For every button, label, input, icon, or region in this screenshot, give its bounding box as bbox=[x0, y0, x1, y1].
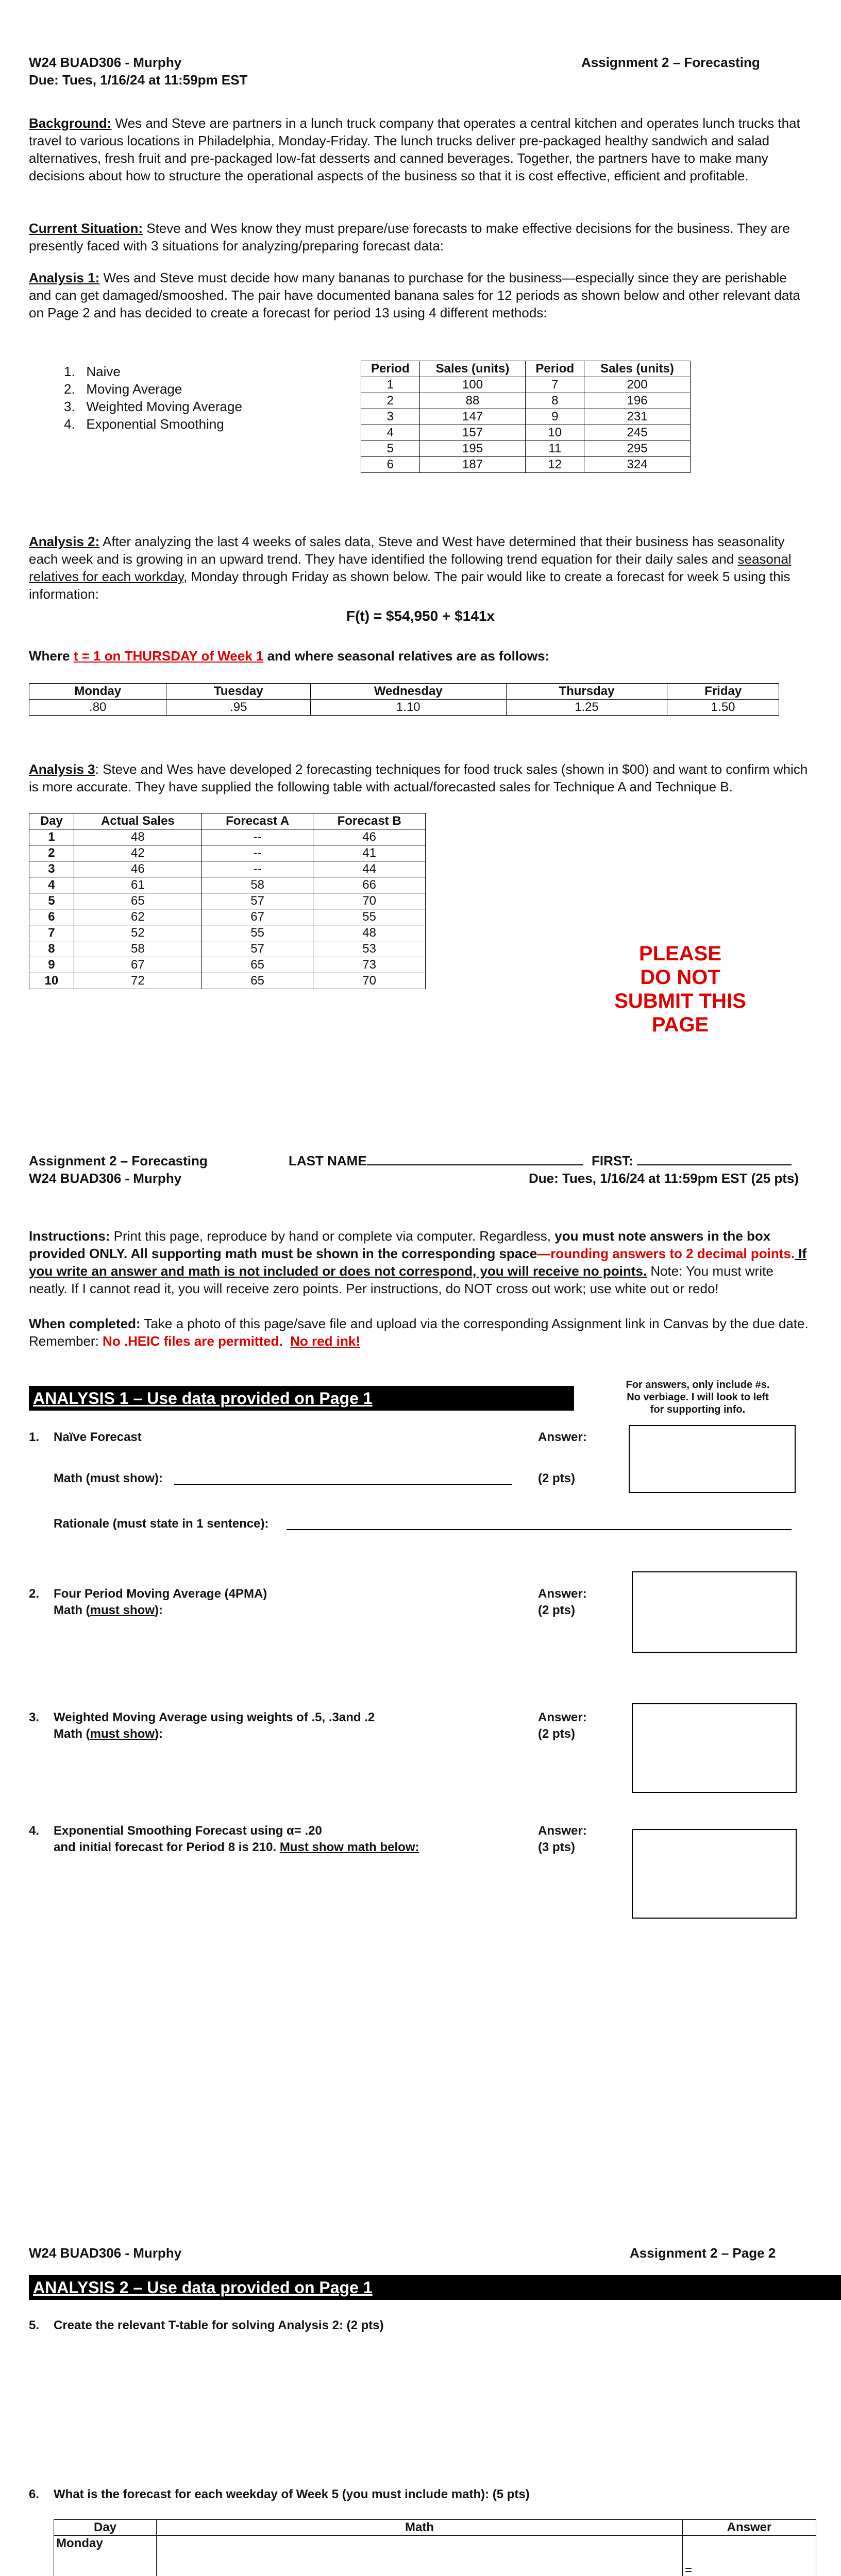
table-cell: 147 bbox=[419, 409, 526, 425]
analysis3-label: Analysis 3 bbox=[29, 761, 95, 777]
col-period: Period bbox=[361, 361, 420, 377]
q1-rationale-line[interactable] bbox=[287, 1529, 792, 1530]
table-row bbox=[361, 409, 691, 425]
relative-value: 1.10 bbox=[311, 700, 506, 716]
table-cell: 5 bbox=[361, 441, 420, 457]
banana-sales-table bbox=[361, 361, 691, 473]
table-row bbox=[29, 957, 426, 973]
weekday-forecast-table bbox=[54, 2519, 816, 2576]
table-cell: 4 bbox=[361, 425, 420, 441]
q1-title: Naïve Forecast bbox=[54, 1430, 142, 1444]
table-cell: 231 bbox=[584, 409, 691, 425]
q1-math-label: Math (must show): bbox=[54, 1471, 163, 1485]
table-cell: 187 bbox=[419, 457, 526, 473]
table-cell: 57 bbox=[202, 893, 313, 909]
q3-answer-box[interactable] bbox=[632, 1703, 797, 1793]
relative-value: 1.50 bbox=[667, 700, 779, 716]
col-day: Day bbox=[29, 814, 74, 829]
course-label: W24 BUAD306 - Murphy bbox=[29, 55, 182, 70]
table-cell: 46 bbox=[313, 829, 426, 845]
table-cell: 157 bbox=[419, 425, 526, 441]
table-cell: 61 bbox=[74, 877, 201, 893]
table-row bbox=[54, 2536, 816, 2576]
table-cell: 6 bbox=[361, 457, 420, 473]
table-row bbox=[361, 457, 691, 473]
analysis2-text-end: , Monday through Friday as shown below. The pair would like to create a forecast for week 5 using this information: bbox=[29, 569, 790, 602]
current-situation-paragraph bbox=[29, 219, 812, 255]
col-math: Math bbox=[157, 2520, 683, 2536]
technique-table bbox=[29, 813, 426, 989]
table-cell: 88 bbox=[419, 393, 526, 409]
table-cell: 65 bbox=[74, 893, 201, 909]
method-item: 4. Exponential Smoothing bbox=[64, 416, 224, 432]
q6-number: 6. bbox=[29, 2487, 40, 2501]
table-cell: 53 bbox=[313, 941, 426, 957]
table-cell: -- bbox=[202, 829, 313, 845]
weekday-label: Monday bbox=[54, 2536, 157, 2576]
table-cell: 67 bbox=[202, 909, 313, 925]
background-text: Wes and Steve are partners in a lunch truck company that operates a central kitchen and operates lunch trucks that travel to various locations in Philadelphia, Monday-Friday. The lunch trucks deliver pre-packaged healthy sandwich and salad alternatives, fresh fruit and pre-packaged low-fat desserts and canned beverages. Together, the partners have to make many decisions about how to structure the operational aspects of the business so that it is cost effective, efficient and profitable. bbox=[29, 115, 800, 183]
q1-math-line[interactable] bbox=[174, 1484, 512, 1485]
table-cell: 200 bbox=[584, 377, 691, 393]
do-not-submit-notice: PLEASE DO NOT SUBMIT THIS PAGE bbox=[614, 942, 746, 1036]
table-cell: 58 bbox=[74, 941, 201, 957]
q1-rationale-label: Rationale (must state in 1 sentence): bbox=[54, 1517, 269, 1531]
table-cell: 7 bbox=[29, 925, 74, 941]
table-cell: 52 bbox=[74, 925, 201, 941]
table-cell: 3 bbox=[361, 409, 420, 425]
first-name-field[interactable]: FIRST: bbox=[592, 1152, 792, 1170]
analysis2-banner: ANALYSIS 2 – Use data provided on Page 1 bbox=[29, 2275, 841, 2300]
table-cell: 1 bbox=[361, 377, 420, 393]
background-label: Background: bbox=[29, 115, 112, 131]
table-cell: 295 bbox=[584, 441, 691, 457]
table-row bbox=[29, 973, 426, 989]
table-cell: 2 bbox=[361, 393, 420, 409]
day-header: Wednesday bbox=[311, 684, 506, 700]
day-header: Thursday bbox=[506, 684, 667, 700]
table-row bbox=[29, 925, 426, 941]
table-row bbox=[29, 893, 426, 909]
table-cell: 66 bbox=[313, 877, 426, 893]
table-cell: 55 bbox=[313, 909, 426, 925]
q3-title: Weighted Moving Average using weights of .5, .3and .2 bbox=[54, 1710, 375, 1724]
course-label: W24 BUAD306 - Murphy bbox=[29, 2245, 182, 2261]
table-row bbox=[361, 393, 691, 409]
table-cell: 8 bbox=[526, 393, 584, 409]
q1-answer-box[interactable] bbox=[629, 1425, 796, 1493]
table-header-row bbox=[54, 2520, 816, 2536]
table-cell: 10 bbox=[526, 425, 584, 441]
table-cell: 9 bbox=[29, 957, 74, 973]
analysis1-text: Wes and Steve must decide how many bananas to purchase for the business—especially since they are perishable and can get damaged/smooshed. The pair have documented banana sales for 12 periods as shown below and other relevant data on Page 2 and has decided to create a forecast for period 13 using 4 different methods: bbox=[29, 270, 800, 320]
table-cell: 41 bbox=[313, 845, 426, 861]
analysis1-paragraph bbox=[29, 269, 812, 321]
due-date: Due: Tues, 1/16/24 at 11:59pm EST bbox=[29, 72, 248, 88]
col-forecast-a: Forecast A bbox=[202, 814, 313, 829]
table-cell: 6 bbox=[29, 909, 74, 925]
analysis2-label: Analysis 2: bbox=[29, 534, 100, 549]
table-cell: 7 bbox=[526, 377, 584, 393]
table-row bbox=[29, 909, 426, 925]
current-text: Steve and Wes know they must prepare/use forecasts to make effective decisions for the business. They are presently faced with 3 situations for analyzing/preparing forecast data: bbox=[29, 221, 790, 253]
table-cell: 72 bbox=[74, 973, 201, 989]
table-row bbox=[361, 377, 691, 393]
q3-math-label: Math (must show): bbox=[54, 1727, 163, 1741]
table-cell: 1 bbox=[29, 829, 74, 845]
analysis1-label: Analysis 1: bbox=[29, 270, 100, 285]
table-cell: 67 bbox=[74, 957, 201, 973]
analysis1-banner: ANALYSIS 1 – Use data provided on Page 1 bbox=[29, 1386, 574, 1411]
completion-paragraph: When completed: Take a photo of this page/save file and upload via the corresponding Assignment link in Canvas by the due date. Remember: No .HEIC files are permitted. No red ink! bbox=[29, 1316, 809, 1349]
table-cell: 46 bbox=[74, 861, 201, 877]
table-cell: 196 bbox=[584, 393, 691, 409]
table-cell: 70 bbox=[313, 973, 426, 989]
relative-value: .80 bbox=[29, 700, 166, 716]
table-header-row bbox=[29, 684, 779, 700]
q4-answer-label: Answer: bbox=[538, 1824, 587, 1838]
q4-points: (3 pts) bbox=[538, 1840, 575, 1854]
day-header: Monday bbox=[29, 684, 166, 700]
page-label: Assignment 2 – Page 2 bbox=[630, 2245, 776, 2261]
current-label: Current Situation: bbox=[29, 221, 143, 236]
analysis3-paragraph bbox=[29, 760, 812, 795]
q2-math-label: Math (must show): bbox=[54, 1603, 163, 1617]
table-cell: 42 bbox=[74, 845, 201, 861]
course-label: W24 BUAD306 - Murphy bbox=[29, 1171, 182, 1186]
q1-number: 1. bbox=[29, 1430, 40, 1444]
answer-note: For answers, only include #s. No verbiage. I will look to left for supporting info. bbox=[626, 1379, 770, 1415]
q4-number: 4. bbox=[29, 1824, 40, 1838]
q3-points: (2 pts) bbox=[538, 1727, 575, 1741]
table-cell: 2 bbox=[29, 845, 74, 861]
q6-text: What is the forecast for each weekday of Week 5 (you must include math): (5 pts) bbox=[54, 2487, 530, 2501]
q1-points: (2 pts) bbox=[538, 1471, 575, 1485]
col-answer: Answer bbox=[683, 2520, 816, 2536]
relative-value: 1.25 bbox=[506, 700, 667, 716]
q2-answer-box[interactable] bbox=[632, 1571, 797, 1653]
where-line: Where t = 1 on THURSDAY of Week 1 and where seasonal relatives are as follows: bbox=[29, 648, 550, 664]
table-row bbox=[29, 845, 426, 861]
table-header-row bbox=[361, 361, 691, 377]
analysis2-paragraph bbox=[29, 533, 812, 603]
col-actual: Actual Sales bbox=[74, 814, 201, 829]
q2-answer-label: Answer: bbox=[538, 1587, 587, 1601]
table-cell: 70 bbox=[313, 893, 426, 909]
table-cell: 11 bbox=[526, 441, 584, 457]
table-cell: 324 bbox=[584, 457, 691, 473]
table-cell: 65 bbox=[202, 973, 313, 989]
math-cell[interactable] bbox=[157, 2536, 683, 2576]
q2-points: (2 pts) bbox=[538, 1603, 575, 1617]
col-sales: Sales (units) bbox=[419, 361, 526, 377]
table-row bbox=[29, 829, 426, 845]
table-row bbox=[29, 877, 426, 893]
table-cell: 100 bbox=[419, 377, 526, 393]
q5-number: 5. bbox=[29, 2318, 40, 2332]
q3-answer-label: Answer: bbox=[538, 1710, 587, 1724]
table-cell: 62 bbox=[74, 909, 201, 925]
table-cell: 58 bbox=[202, 877, 313, 893]
table-cell: 44 bbox=[313, 861, 426, 877]
q4-line2: and initial forecast for Period 8 is 210. Must show math below: bbox=[54, 1840, 419, 1854]
table-row bbox=[29, 861, 426, 877]
q4-answer-box[interactable] bbox=[632, 1829, 797, 1919]
table-cell: 10 bbox=[29, 973, 74, 989]
analysis2-text: After analyzing the last 4 weeks of sales data, Steve and West have determined that their business has seasonality each week and is growing in an upward trend. They have identified the following trend equation for their daily sales and bbox=[29, 534, 785, 567]
col-forecast-b: Forecast B bbox=[313, 814, 426, 829]
analysis2-underlined: seasonal relatives for each workday bbox=[29, 551, 792, 584]
table-cell: 3 bbox=[29, 861, 74, 877]
table-cell: 5 bbox=[29, 893, 74, 909]
q1-answer-label: Answer: bbox=[538, 1430, 587, 1444]
q2-number: 2. bbox=[29, 1587, 40, 1601]
q2-title: Four Period Moving Average (4PMA) bbox=[54, 1587, 267, 1601]
table-cell: 48 bbox=[74, 829, 201, 845]
table-cell: 8 bbox=[29, 941, 74, 957]
method-item: 2. Moving Average bbox=[64, 381, 182, 397]
table-cell: 4 bbox=[29, 877, 74, 893]
method-item: 3. Weighted Moving Average bbox=[64, 399, 242, 414]
day-header: Friday bbox=[667, 684, 779, 700]
table-cell: 195 bbox=[419, 441, 526, 457]
table-cell: 48 bbox=[313, 925, 426, 941]
table-cell: 73 bbox=[313, 957, 426, 973]
last-name-field[interactable]: LAST NAME bbox=[289, 1152, 583, 1170]
col-period: Period bbox=[526, 361, 584, 377]
assignment-title: Assignment 2 – Forecasting bbox=[581, 55, 760, 70]
table-header-row bbox=[29, 814, 426, 829]
table-row bbox=[29, 941, 426, 957]
table-cell: 65 bbox=[202, 957, 313, 973]
table-cell: -- bbox=[202, 861, 313, 877]
table-row bbox=[29, 700, 779, 716]
instructions-paragraph: Instructions: Print this page, reproduce by hand or complete via computer. Regardless, you must note answers in the box provided ONLY. All supporting math must be shown in the corresponding space—rounding answers to 2 decimal points. If you write an answer and math is not included or does not correspond, you will receive no points. Note: You must write neatly. If I cannot read it, you will receive zero points. Per instructions, do NOT cross out work; use white out or redo! bbox=[29, 1228, 807, 1296]
method-item: 1. Naive bbox=[64, 364, 121, 379]
table-cell: -- bbox=[202, 845, 313, 861]
q4-title: Exponential Smoothing Forecast using α= .20 bbox=[54, 1824, 322, 1838]
table-cell: 12 bbox=[526, 457, 584, 473]
methods-list bbox=[64, 363, 242, 433]
analysis3-text: : Steve and Wes have developed 2 forecasting techniques for food truck sales (shown in $00) and want to confirm which is more accurate. They have supplied the following table with actual/forecasted sales for Technique A and Technique B. bbox=[29, 761, 808, 794]
answer-cell[interactable] bbox=[683, 2536, 816, 2576]
relative-value: .95 bbox=[166, 700, 311, 716]
q3-number: 3. bbox=[29, 1710, 40, 1724]
col-sales: Sales (units) bbox=[584, 361, 691, 377]
day-header: Tuesday bbox=[166, 684, 311, 700]
col-day: Day bbox=[54, 2520, 157, 2536]
background-paragraph bbox=[29, 114, 812, 184]
table-cell: 55 bbox=[202, 925, 313, 941]
assignment-title: Assignment 2 – Forecasting bbox=[29, 1153, 208, 1168]
table-cell: 57 bbox=[202, 941, 313, 957]
seasonal-relatives-table bbox=[29, 683, 779, 716]
equals-sign: = bbox=[685, 2563, 693, 2576]
q5-text: Create the relevant T-table for solving Analysis 2: (2 pts) bbox=[54, 2318, 384, 2332]
where-highlight: t = 1 on THURSDAY of Week 1 bbox=[73, 648, 264, 664]
table-row bbox=[361, 425, 691, 441]
due-date: Due: Tues, 1/16/24 at 11:59pm EST (25 pts) bbox=[529, 1171, 799, 1186]
table-row bbox=[361, 441, 691, 457]
table-cell: 245 bbox=[584, 425, 691, 441]
table-cell: 9 bbox=[526, 409, 584, 425]
trend-equation: F(t) = $54,950 + $141x bbox=[346, 608, 495, 624]
